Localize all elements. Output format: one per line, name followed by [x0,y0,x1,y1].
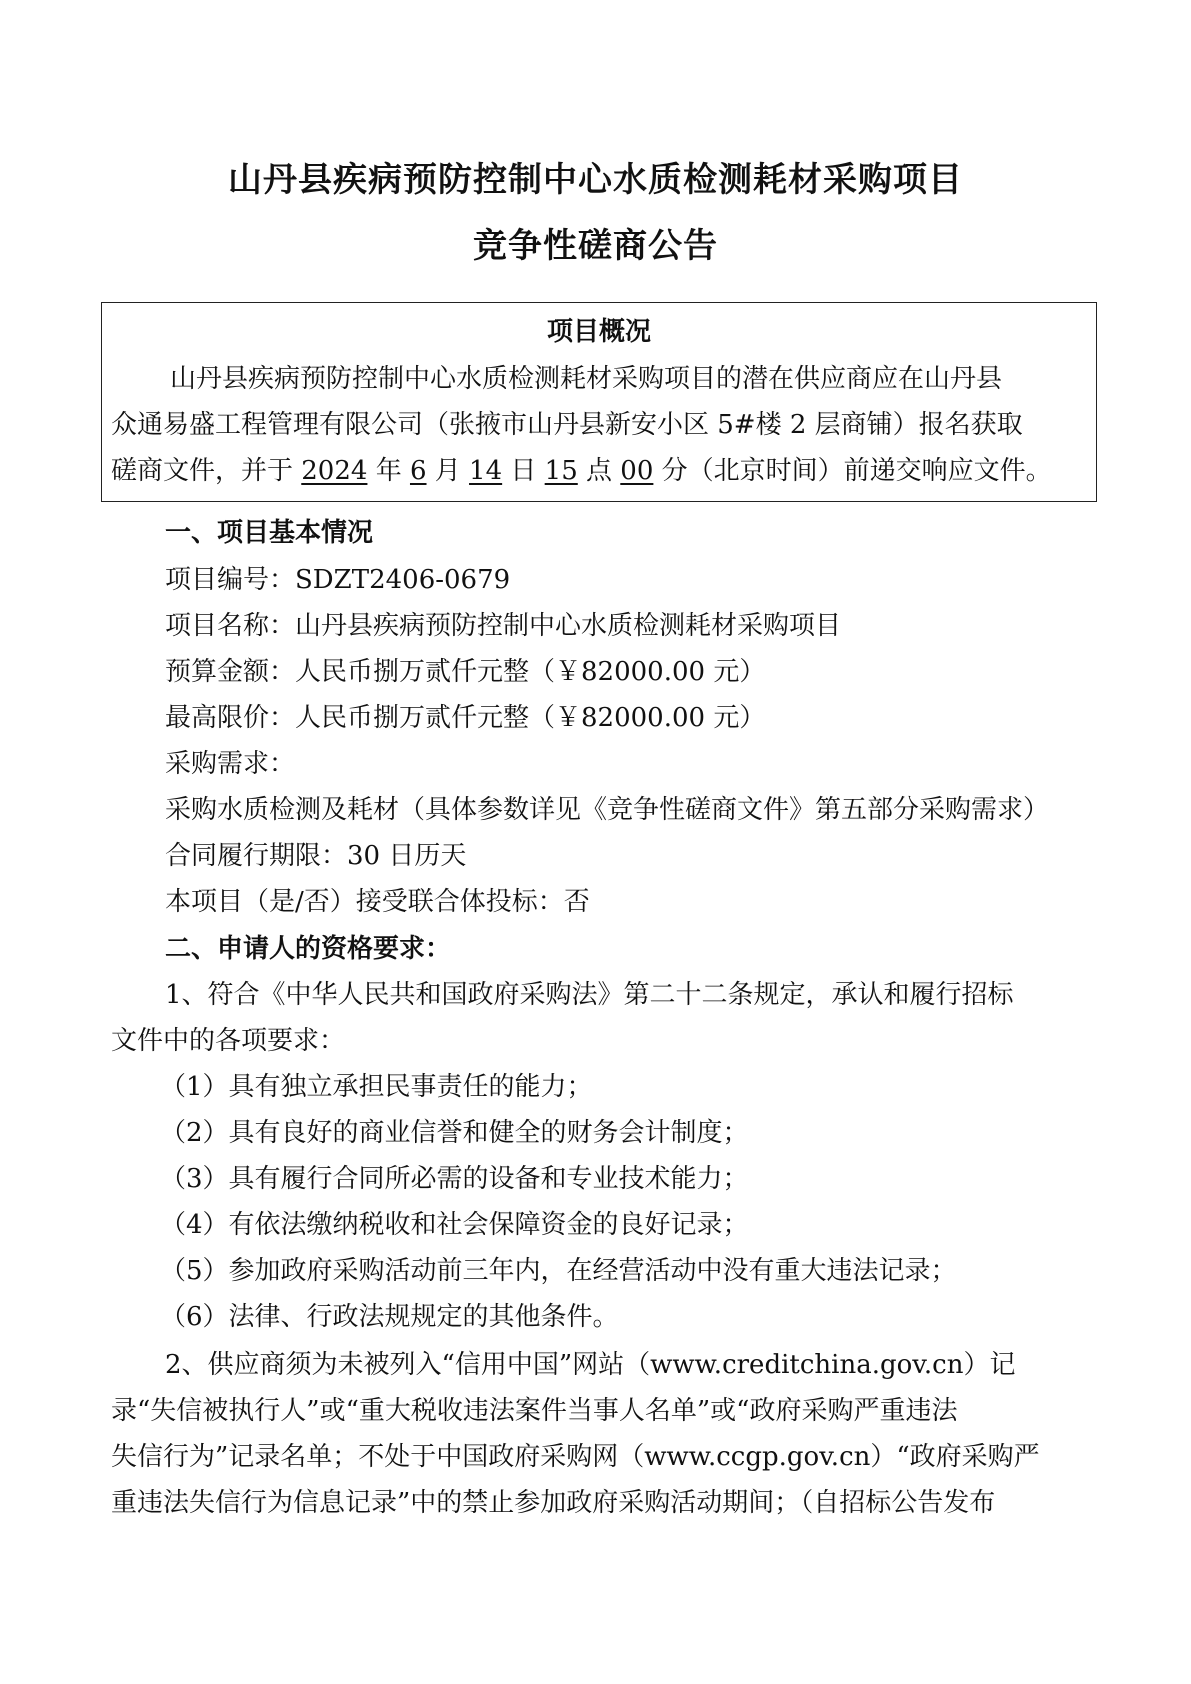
contract-period: 合同履行期限：30 日历天 [165,841,467,871]
demand-label: 采购需求： [165,749,296,779]
max-price: 最高限价：人民币捌万贰仟元整（￥82000.00 元） [165,703,766,733]
requirement-item: （4）有依法缴纳税收和社会保障资金的良好记录； [160,1210,749,1240]
requirement2-line4: 重违法失信行为信息记录”中的禁止参加政府采购活动期间；（自招标公告发布 [111,1488,996,1518]
requirement-item: （5）参加政府采购活动前三年内，在经营活动中没有重大违法记录； [160,1256,957,1286]
deadline-minute: 00 [620,456,654,486]
requirement2-line2: 录“失信被执行人”或“重大税收违法案件当事人名单”或“政府采购严重违法 [111,1396,958,1426]
document-title-line2: 竞争性磋商公告 [473,226,718,266]
requirement-item: （1）具有独立承担民事责任的能力； [160,1072,593,1102]
project-number: 项目编号：SDZT2406-0679 [165,565,511,595]
deadline-hour: 15 [544,456,578,486]
requirement2-line3: 失信行为”记录名单；不处于中国政府采购网（www.ccgp.gov.cn）“政府采购严 [111,1442,1040,1472]
requirement-item: （3）具有履行合同所必需的设备和专业技术能力； [160,1164,749,1194]
consortium-text: 本项目（是/否）接受联合体投标：否 [165,887,590,917]
demand-text: 采购水质检测及耗材（具体参数详见《竞争性磋商文件》第五部分采购需求） [165,795,1050,825]
overview-line1: 山丹县疾病预防控制中心水质检测耗材采购项目的潜在供应商应在山丹县 [170,364,1003,394]
year-unit: 年 [367,456,410,486]
section1-heading: 一、项目基本情况 [165,518,374,548]
overview-line3-prefix: 磋商文件，并于 [111,456,302,486]
section2-heading: 二、申请人的资格要求： [165,934,452,964]
document-title-line1: 山丹县疾病预防控制中心水质检测耗材采购项目 [228,160,963,200]
month-unit: 月 [426,456,470,486]
overview-line3 [111,456,1052,487]
overview-line3-suffix: 分（北京时间）前递交响应文件。 [653,456,1052,486]
requirement-item: （2）具有良好的商业信誉和健全的财务会计制度； [160,1118,749,1148]
requirement2-line1: 2、供应商须为未被列入“信用中国”网站（www.creditchina.gov.cn）记 [165,1350,1016,1380]
project-name: 项目名称：山丹县疾病预防控制中心水质检测耗材采购项目 [165,611,842,641]
deadline-day: 14 [469,456,503,486]
requirement1-line2: 文件中的各项要求： [111,1026,346,1056]
deadline-year: 2024 [301,456,368,486]
budget-amount: 预算金额：人民币捌万贰仟元整（￥82000.00 元） [165,657,766,687]
requirement1-line1: 1、符合《中华人民共和国政府采购法》第二十二条规定，承认和履行招标 [165,980,1014,1010]
day-unit: 日 [502,456,545,486]
hour-unit: 点 [577,456,621,486]
requirement-item: （6）法律、行政法规规定的其他条件。 [160,1302,619,1332]
overview-line2: 众通易盛工程管理有限公司（张掖市山丹县新安小区 5#楼 2 层商铺）报名获取 [111,410,1023,440]
deadline-month: 6 [409,456,427,486]
overview-heading: 项目概况 [546,317,651,347]
